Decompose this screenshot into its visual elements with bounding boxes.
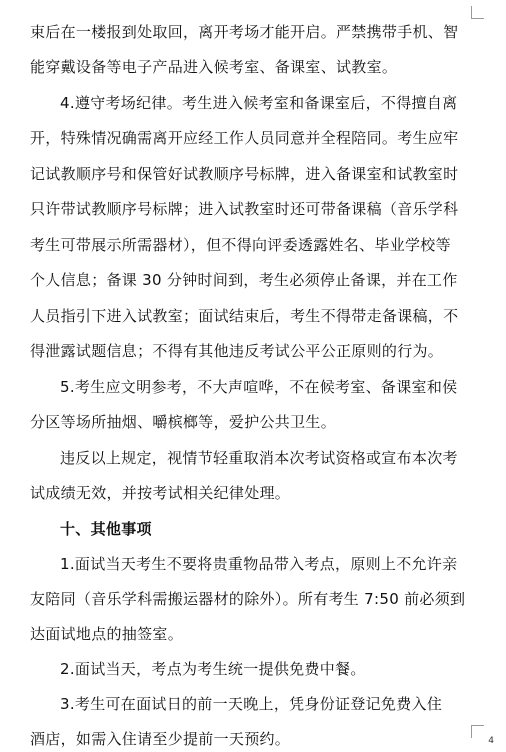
body-line: 考生可带展示所需器材），但不得向评委透露姓名、毕业学校等 xyxy=(30,236,451,254)
body-line: 2.面试当天，考点为考生统一提供免费中餐。 xyxy=(60,660,366,678)
body-line: 达面试地点的抽签室。 xyxy=(30,625,184,643)
body-line: 记试教顺序号和保管好试教顺序号标牌，进入备课室和试教室时 xyxy=(30,165,459,183)
body-line: 开，特殊情况确需离开应经工作人员同意并全程陪同。考生应牢 xyxy=(30,129,459,147)
body-line: 得泄露试题信息；不得有其他违反考试公平公正原则的行为。 xyxy=(30,342,444,360)
body-line: 4.遵守考场纪律。考生进入候考室和备课室后，不得擅自离 xyxy=(60,94,458,112)
body-line: 违反以上规定，视情节轻重取消本次考试资格或宣布本次考 xyxy=(60,449,458,467)
margin-corner-mark xyxy=(471,6,484,19)
body-line: 3.考生可在面试日的前一天晚上，凭身份证登记免费入住 xyxy=(60,695,443,713)
margin-corner-mark xyxy=(471,725,484,738)
section-heading: 十、其他事项 xyxy=(60,520,152,538)
body-line: 友陪同（音乐学科需搬运器材的除外）。所有考生 7:50 前必须到 xyxy=(30,590,466,608)
body-line: 只许带试教顺序号标牌；进入试教室时还可带备课稿（音乐学科 xyxy=(30,200,459,218)
body-line: 1.面试当天考生不要将贵重物品带入考点，原则上不允许亲 xyxy=(60,555,458,573)
body-line: 酒店，如需入住请至少提前一天预约。 xyxy=(30,730,291,748)
body-line: 5.考生应文明参考，不大声喧哗，不在候考室、备课室和侯 xyxy=(60,378,458,396)
body-line: 个人信息；备课 30 分钟时间到，考生必须停止备课，并在工作 xyxy=(30,271,458,289)
body-line: 能穿戴设备等电子产品进入候考室、备课室、试教室。 xyxy=(30,58,398,76)
body-line: 束后在一楼报到处取回，离开考场才能开启。严禁携带手机、智 xyxy=(30,23,459,41)
body-line: 试成绩无效，并按考试相关纪律处理。 xyxy=(30,484,291,502)
body-line: 人员指引下进入试教室；面试结束后，考生不得带走备课稿，不 xyxy=(30,307,459,325)
page-number: 4 xyxy=(488,736,494,746)
body-line: 分区等场所抽烟、嚼槟榔等，爱护公共卫生。 xyxy=(30,413,337,431)
